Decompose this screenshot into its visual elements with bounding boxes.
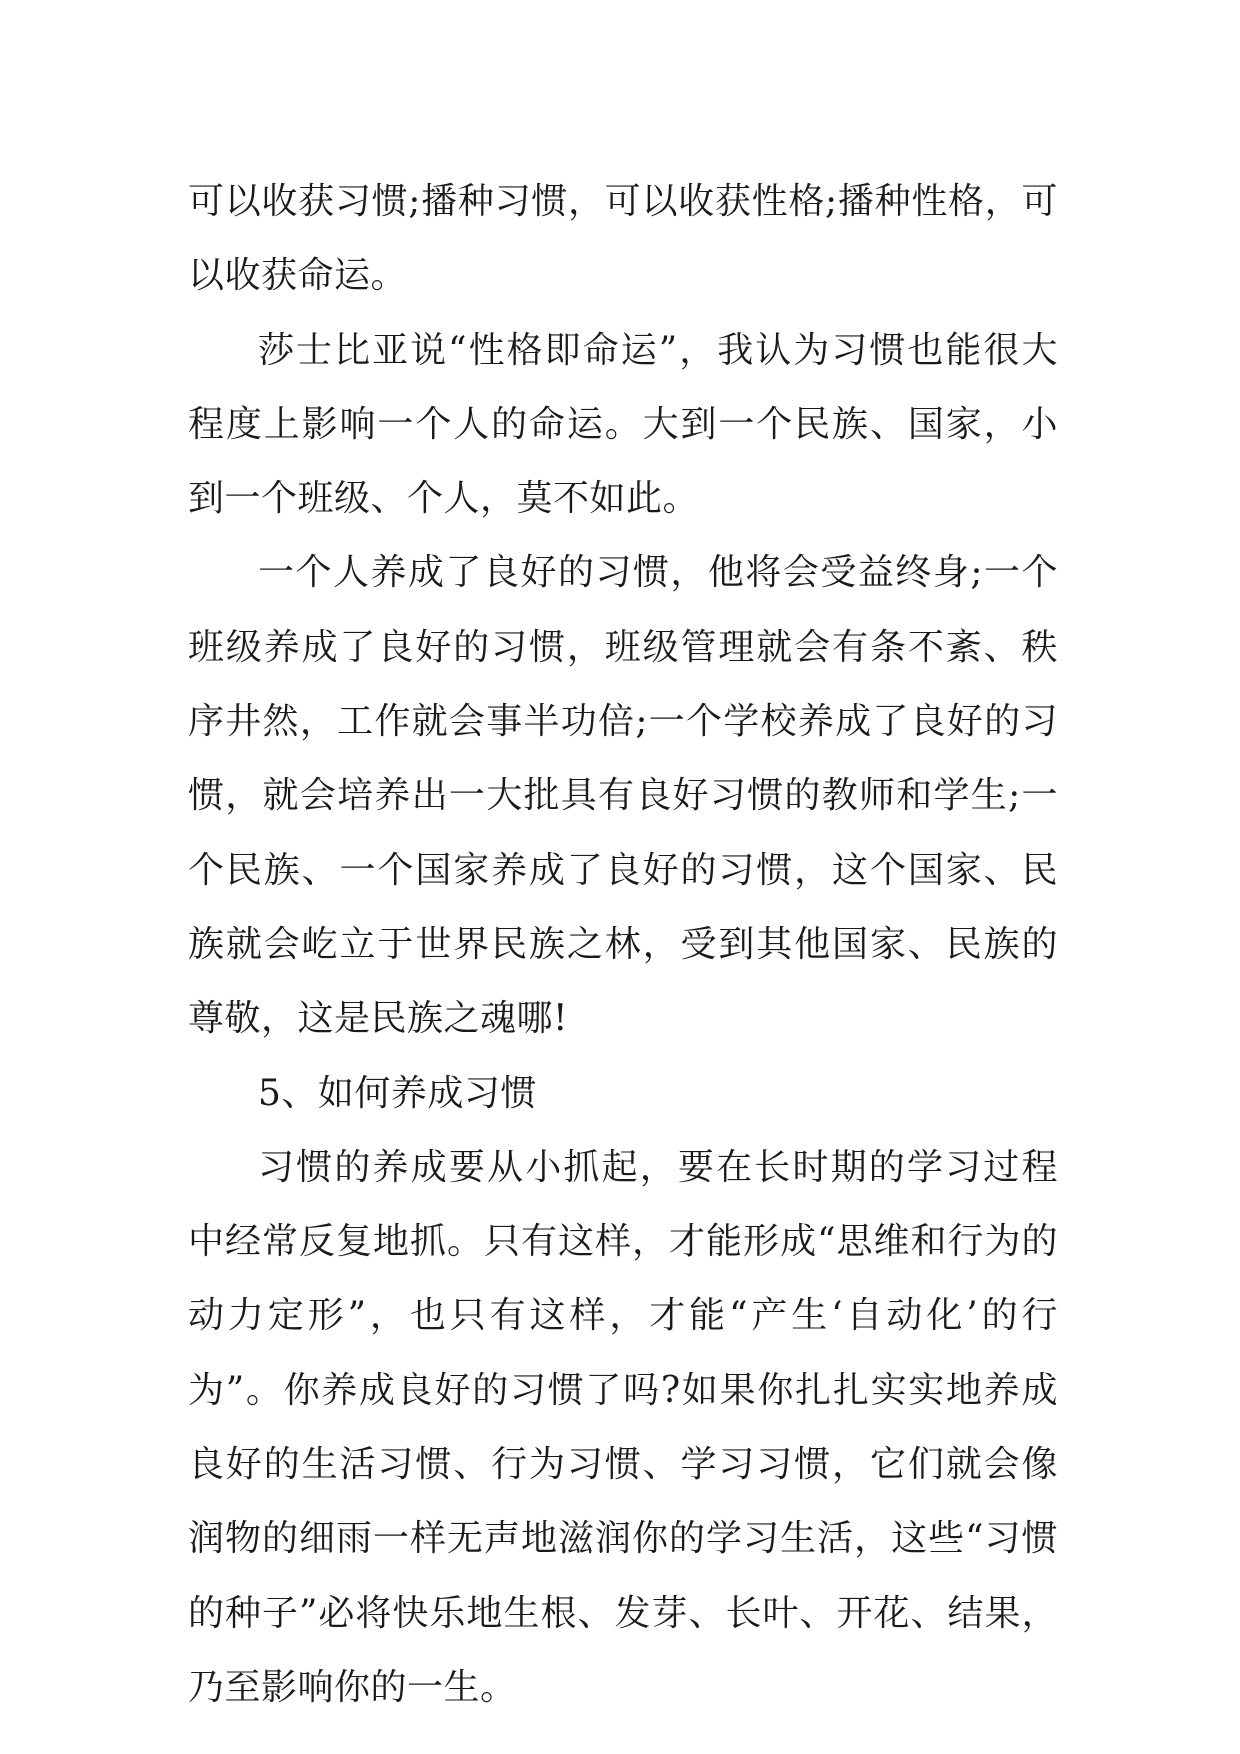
section-heading-how-to-form-habits: 5、如何养成习惯 (258, 1072, 537, 1114)
document-body (188, 165, 1058, 1725)
paragraph-continuation: 可以收获习惯;播种习惯，可以收获性格;播种性格，可以收获命运。 (188, 181, 1058, 297)
paragraph-habit-formation: 习惯的养成要从小抓起，要在长时期的学习过程中经常反复地抓。只有这样，才能形成“思维和行为的动力定形”，也只有这样，才能“产生‘自动化’的行为”。你养成良好的习惯了吗?如果你扎扎实实地养成良好的生活习惯、行为习惯、学习习惯，它们就会像润物的细雨一样无声地滋润你的学习生活，这些“习惯的种子”必将快乐地生根、发芽、长叶、开花、结果，乃至影响你的一生。 (188, 1146, 1058, 1708)
paragraph-shakespeare-quote: 莎士比亚说“性格即命运”，我认为习惯也能很大程度上影响一个人的命运。大到一个民族、国家，小到一个班级、个人，莫不如此。 (188, 329, 1058, 520)
paragraph-good-habits: 一个人养成了良好的习惯，他将会受益终身;一个班级养成了良好的习惯，班级管理就会有条不紊、秩序井然，工作就会事半功倍;一个学校养成了良好的习惯，就会培养出一大批具有良好习惯的教师和学生;一个民族、一个国家养成了良好的习惯，这个国家、民族就会屹立于世界民族之林，受到其他国家、民族的尊敬，这是民族之魂哪! (188, 552, 1058, 1040)
